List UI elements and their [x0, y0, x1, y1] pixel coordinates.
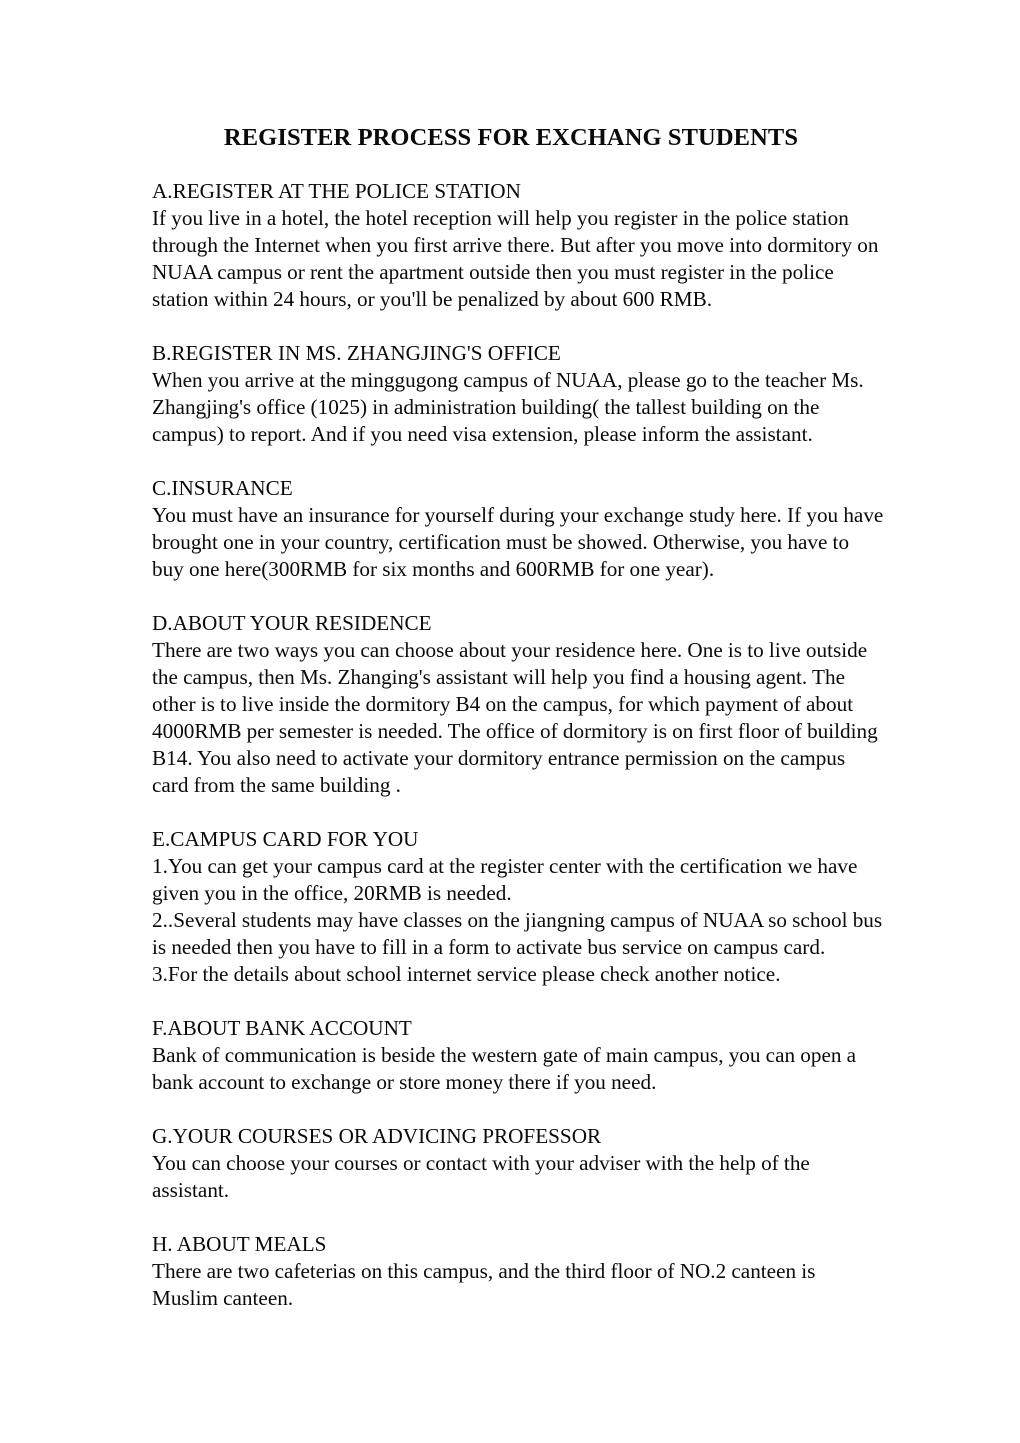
section-spacer: [152, 313, 870, 340]
section-body-e: [152, 853, 883, 988]
section-body-c: [152, 502, 884, 583]
text-line: brought one in your country, certification must be showed. Otherwise, you have to: [152, 530, 850, 554]
text-line: There are two cafeterias on this campus, and the third floor of NO.2 canteen is: [152, 1259, 816, 1283]
text-line: bank account to exchange or store money there if you need.: [152, 1070, 657, 1094]
sections-container: [152, 178, 884, 1312]
text-line: 1.You can get your campus card at the register center with the certification we have: [152, 854, 858, 878]
text-line: 2..Several students may have classes on the jiangning campus of NUAA so school bus: [152, 908, 883, 932]
section-f: [152, 1015, 870, 1096]
section-heading-h: H. ABOUT MEALS: [152, 1232, 327, 1256]
text-line: card from the same building .: [152, 773, 401, 797]
text-line: the campus, then Ms. Zhanging's assistant will help you find a housing agent. The: [152, 665, 845, 689]
text-line: station within 24 hours, or you'll be penalized by about 600 RMB.: [152, 287, 713, 311]
text-line: B14. You also need to activate your dormitory entrance permission on the campus: [152, 746, 846, 770]
section-h: [152, 1231, 870, 1312]
section-spacer: [152, 799, 870, 826]
section-body-b: [152, 367, 870, 448]
section-body-h: [152, 1258, 870, 1312]
text-line: campus) to report. And if you need visa extension, please inform the assistant.: [152, 422, 813, 446]
text-line: NUAA campus or rent the apartment outside then you must register in the police: [152, 260, 834, 284]
page-title: REGISTER PROCESS FOR EXCHANG STUDENTS: [223, 124, 799, 151]
section-spacer: [152, 988, 870, 1015]
text-line: Bank of communication is beside the western gate of main campus, you can open a: [152, 1043, 857, 1067]
section-spacer: [152, 448, 870, 475]
text-line: assistant.: [152, 1178, 230, 1202]
section-body-a: [152, 205, 879, 313]
section-spacer: [152, 583, 870, 610]
text-line: is needed then you have to fill in a form to activate bus service on campus card.: [152, 935, 826, 959]
section-heading-f: F.ABOUT BANK ACCOUNT: [152, 1016, 412, 1040]
text-line: When you arrive at the minggugong campus of NUAA, please go to the teacher Ms.: [152, 368, 864, 392]
text-line: There are two ways you can choose about your residence here. One is to live outside: [152, 638, 868, 662]
text-line: 3.For the details about school internet service please check another notice.: [152, 962, 781, 986]
text-line: buy one here(300RMB for six months and 600RMB for one year).: [152, 557, 715, 581]
section-b: [152, 340, 870, 448]
section-a: [152, 178, 879, 313]
section-spacer: [152, 1204, 870, 1231]
text-line: Zhangjing's office (1025) in administration building( the tallest building on the: [152, 395, 820, 419]
section-body-d: [152, 637, 878, 799]
text-line: If you live in a hotel, the hotel reception will help you register in the police station: [152, 206, 849, 230]
text-line: Muslim canteen.: [152, 1286, 294, 1310]
section-heading-d: D.ABOUT YOUR RESIDENCE: [152, 611, 432, 635]
text-line: through the Internet when you first arrive there. But after you move into dormitory on: [152, 233, 879, 257]
section-body-g: [152, 1150, 870, 1204]
document-body: [152, 124, 884, 1312]
section-heading-a: A.REGISTER AT THE POLICE STATION: [152, 179, 521, 203]
text-line: 4000RMB per semester is needed. The office of dormitory is on first floor of building: [152, 719, 878, 743]
text-line: given you in the office, 20RMB is needed.: [152, 881, 512, 905]
section-heading-e: E.CAMPUS CARD FOR YOU: [152, 827, 419, 851]
section-g: [152, 1123, 870, 1204]
section-e: [152, 826, 883, 988]
title-spacer: [152, 151, 870, 178]
section-spacer: [152, 1096, 870, 1123]
section-heading-c: C.INSURANCE: [152, 476, 293, 500]
section-d: [152, 610, 878, 799]
section-heading-g: G.YOUR COURSES OR ADVICING PROFESSOR: [152, 1124, 602, 1148]
text-line: You can choose your courses or contact with your adviser with the help of the: [152, 1151, 810, 1175]
section-heading-b: B.REGISTER IN MS. ZHANGJING'S OFFICE: [152, 341, 561, 365]
text-line: You must have an insurance for yourself during your exchange study here. If you have: [152, 503, 884, 527]
text-line: other is to live inside the dormitory B4 on the campus, for which payment of about: [152, 692, 854, 716]
section-body-f: [152, 1042, 870, 1096]
section-c: [152, 475, 884, 583]
